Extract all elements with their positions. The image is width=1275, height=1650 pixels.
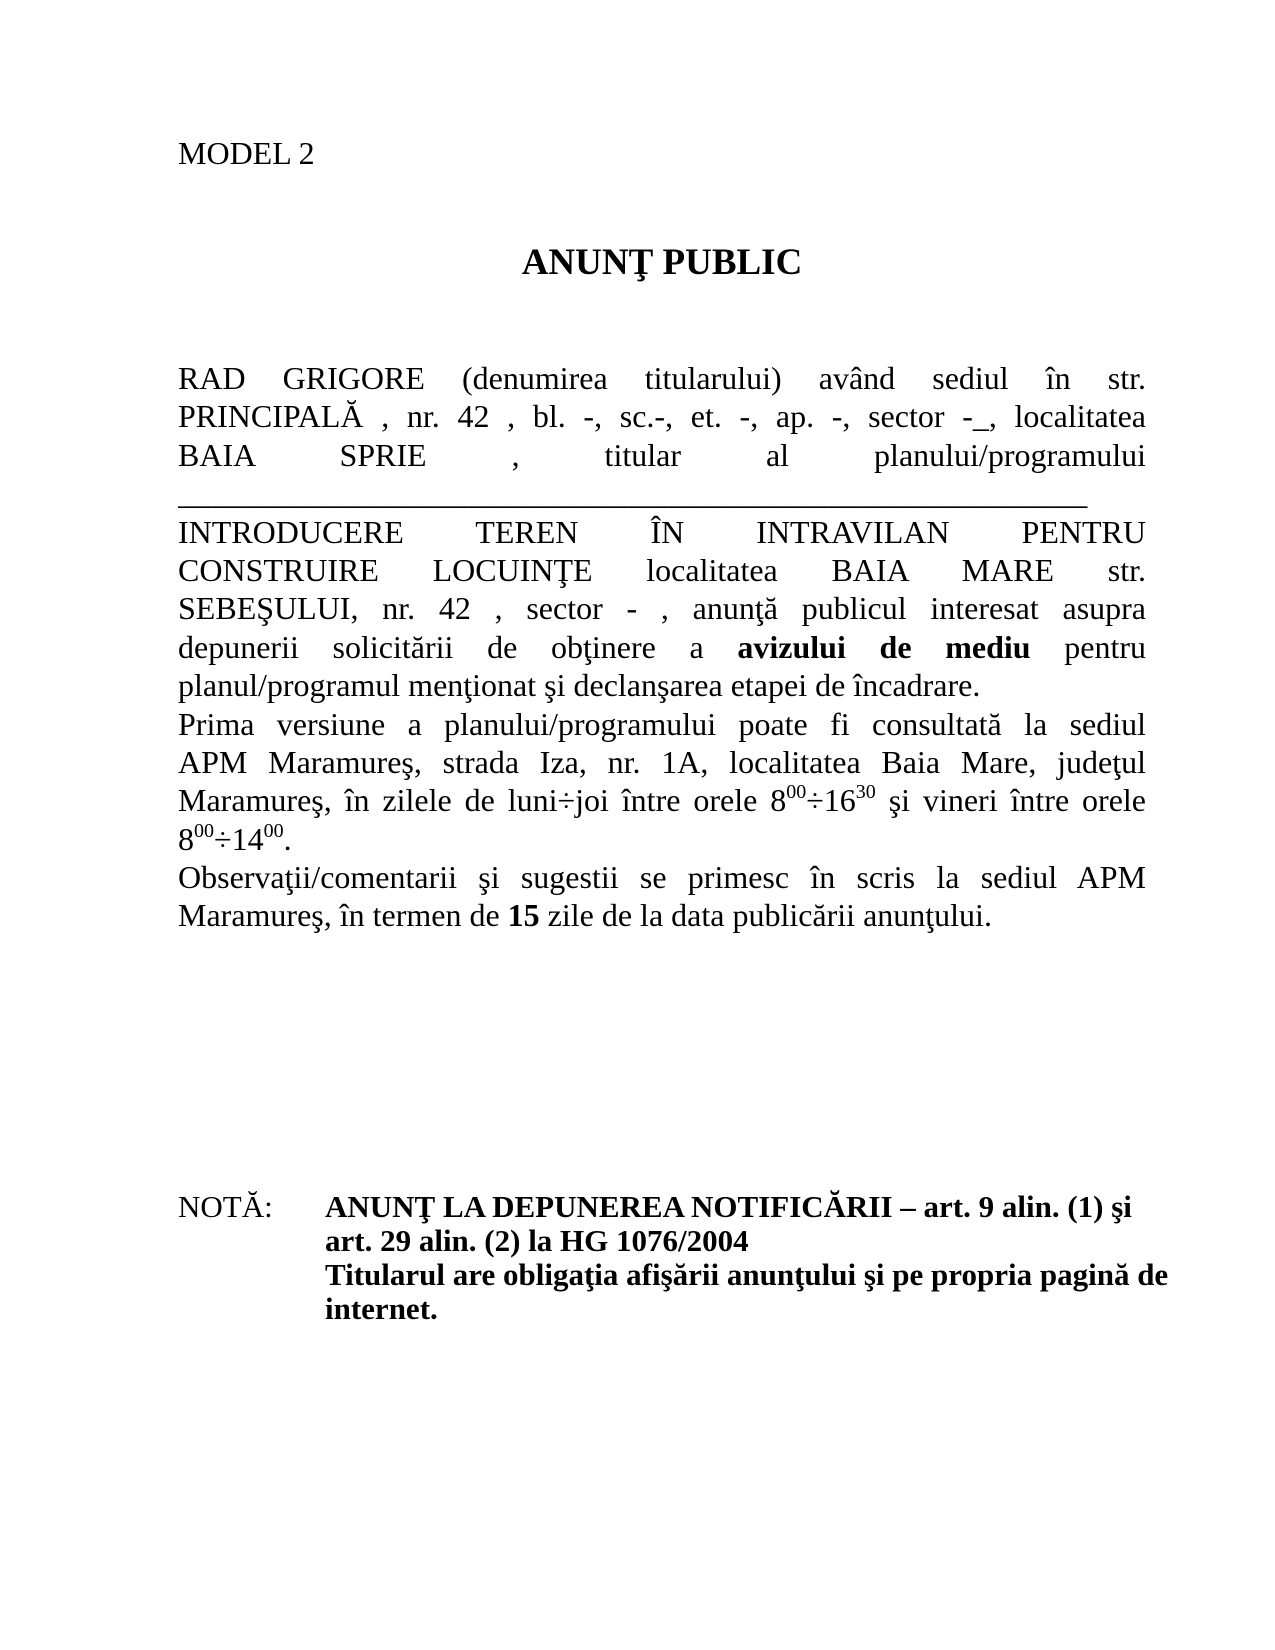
note-line-2: art. 29 alin. (2) la HG 1076/2004 — [325, 1224, 749, 1258]
hours-superscript: 00 — [263, 819, 284, 842]
body-line-8-text: depunerii solicitării de obţinere a — [178, 628, 738, 665]
hours-superscript: 00 — [194, 819, 214, 842]
body-line-9: planul/programul menţionat şi declanşarea etapei de încadrare. — [178, 667, 981, 704]
body-line-15 — [178, 896, 1146, 934]
note-text — [325, 1190, 1168, 1326]
body-line-5: INTRODUCERE TEREN ÎN INTRAVILAN PENTRU — [178, 513, 1146, 550]
body-line-11: APM Maramureş, strada Iza, nr. 1A, localitatea Baia Mare, judeţul — [178, 743, 1146, 780]
blank-fill-line: ___________________________________________________________ — [178, 475, 1087, 512]
body-line-13-b: ÷14 — [214, 820, 264, 857]
body-line-12 — [178, 781, 1146, 819]
body-line-12-text: Maramureş, în zilele de luni÷joi între orele 8 — [178, 782, 787, 819]
deadline-days-bold: 15 — [507, 897, 540, 934]
body-line-3: BAIA SPRIE , titular al planului/programului — [178, 436, 1146, 473]
body-line-15-text: Maramureş, în termen de — [178, 897, 508, 934]
body-line-14: Observaţii/comentarii şi sugestii se primesc în scris la sediul APM — [178, 859, 1146, 896]
body-line-12-text-end: şi vineri între orele — [875, 782, 1146, 819]
body-line-13-c: . — [283, 820, 292, 857]
note-label: NOTĂ: — [178, 1189, 273, 1224]
body-line-15-text-end: zile de la data publicării anunţului. — [539, 897, 992, 934]
body-line-8 — [178, 628, 1146, 666]
body-line-2: PRINCIPALĂ , nr. 42 , bl. -, sc.-, et. -, ap. -, sector -_, localitatea — [178, 398, 1146, 435]
body-line-12-mid: ÷16 — [806, 782, 856, 819]
body-text — [178, 359, 1146, 935]
body-line-7: SEBEŞULUI, nr. 42 , sector - , anunţă publicul interesat asupra — [178, 590, 1146, 627]
body-line-13-a: 8 — [178, 820, 194, 857]
note-line-4: internet. — [325, 1292, 438, 1326]
note-line-3: Titularul are obligaţia afişării anunţului şi pe propria pagină de — [325, 1258, 1169, 1292]
model-label: MODEL 2 — [178, 135, 315, 171]
note-section — [178, 1189, 1169, 1326]
body-line-6: CONSTRUIRE LOCUINŢE localitatea BAIA MARE str. — [178, 551, 1146, 588]
document-title: ANUNŢ PUBLIC — [521, 242, 803, 283]
body-line-1: RAD GRIGORE (denumirea titularului) având sediul în str. — [178, 360, 1146, 396]
body-line-8-text-end: pentru — [1030, 628, 1146, 665]
hours-superscript: 00 — [786, 781, 807, 804]
note-line-1: ANUNŢ LA DEPUNEREA NOTIFICĂRII – art. 9 alin. (1) şi — [325, 1190, 1132, 1224]
hours-superscript: 30 — [855, 781, 876, 804]
body-line-8-bold-phrase: avizului de mediu — [737, 628, 1031, 665]
body-line-13 — [178, 820, 1146, 858]
body-line-10: Prima versiune a planului/programului poate fi consultată la sediul — [178, 705, 1146, 742]
